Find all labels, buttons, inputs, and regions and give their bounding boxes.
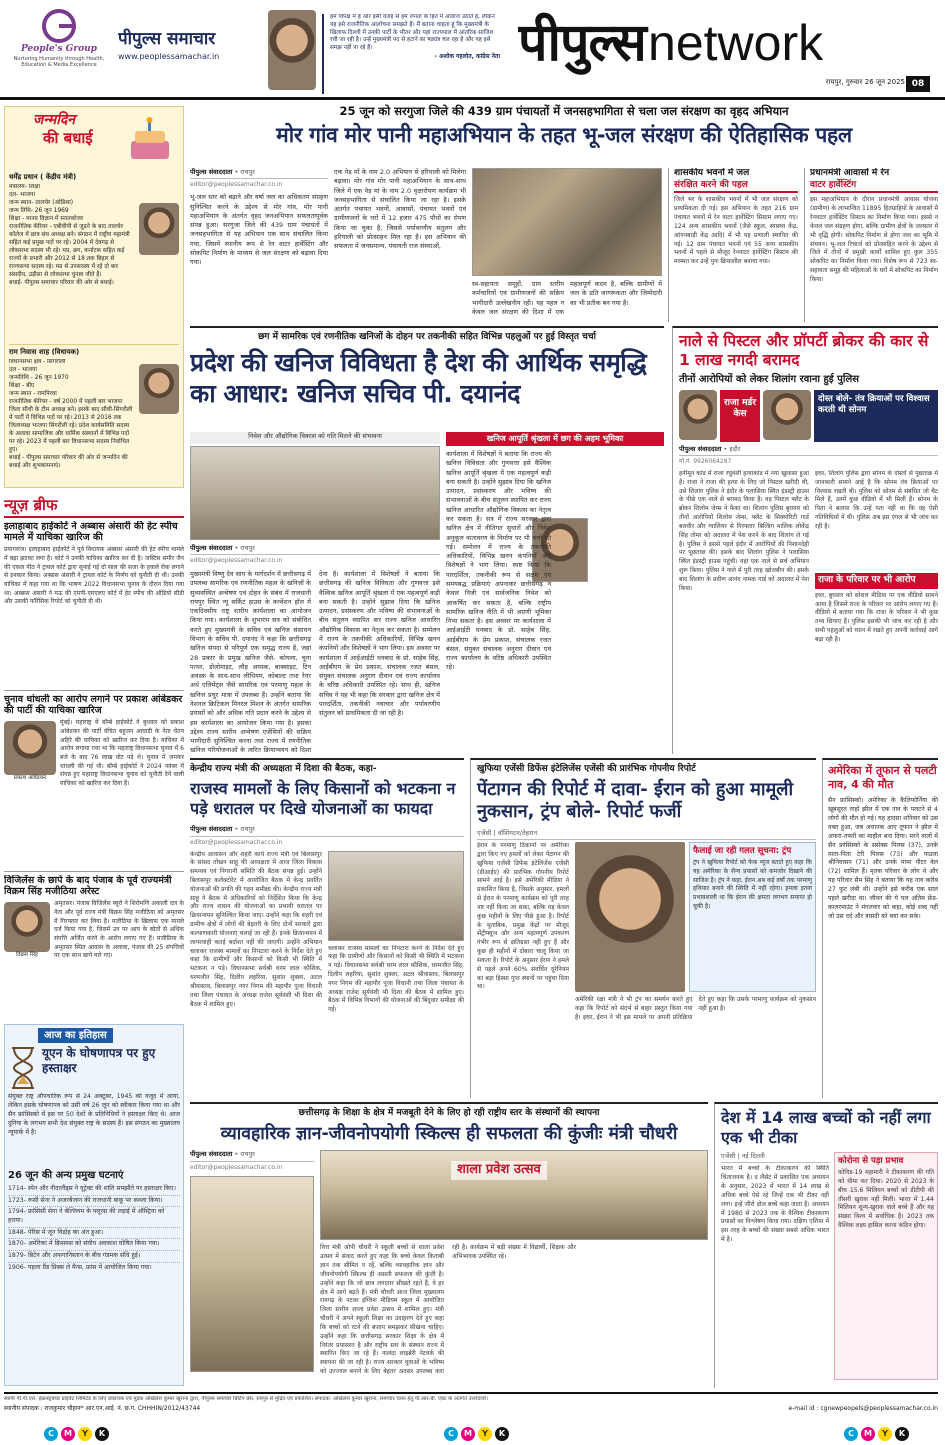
- iran-quote-box: [689, 842, 816, 992]
- person1-name: धर्मेंद्र प्रधान ( केंद्रीय मंत्री): [9, 173, 77, 181]
- byline-place: रायपुर: [240, 544, 255, 552]
- news-photo-caption: प्रकाश आंबेडकर: [13, 775, 47, 782]
- page-number: 08: [906, 76, 930, 92]
- cmyk-dot: Y: [478, 1427, 492, 1441]
- khanij-text-cont: कार्यशाला में विशेषज्ञों ने बताया कि राज्य की खनिज विविधता और गुणवत्ता इसे वैश्विक खनिज आपूर्ति श्रृंखला में एक महत्वपूर्ण कड़ी बना सकती है। उन्होंने सुझाव दिया कि खनिज उत्पादन, प्रसंस्करण और भविष्य की संभावनाओं के बीच संतुलन स्थापित कर राज्य खनिज आधारित औद्योगिक विकास का नेतृत्व कर सकता है। सत्र में राज्य सरकार द्वारा खनिज क्षेत्र में नीतिगत सुधारों और निवेश अनुकूल वातावरण के निर्माण पर भी चर्चा की गई। सम्मेलन में राज्य के तकनीकी अधिकारियों, विभिन्न खनन कंपनियों और विशेषज्ञों ने भाग लिया। स्पष्ट किया कि पारदर्शिता, तकनीकी रूप से सक्षम एवं समयबद्ध प्रक्रियाएं अपनाकर छत्तीसगढ़ न केवल निजी एवं सार्वजनिक निवेश को आकर्षित कर सकता है, बल्कि राष्ट्रीय सामरिक खनिज नीति में भी अग्रणी भूमिका निभा सकता है। इस अवसर पर कार्यशाला में आईआईटी धनबाद के प्रो. साहेब सिंह, आईबीएम के प्रेम प्रकाश, संचालक रजत बंसल, संयुक्त संचालक अनुराग दीवान एवं राज्य कार्यालय के वरिष्ठ अधिकारी उपस्थित रहे।: [446, 450, 551, 672]
- tika-text: भारत में बच्चों के टीकाकरण की स्थिति चिंताजनक है। द लैंसेट में प्रकाशित एक अध्ययन के अनुसार, 2023 में भारत में 14 लाख से अधिक बच्चे ऐसे रहे जिन्हें एक भी टीका नहीं लगा। इन्हें जीरो डोज बच्चे कहा जाता है। अध्ययन में 1980 से 2023 तक के वैश्विक टीकाकरण प्रयासों का विश्लेषण किया गया। दक्षिण एशिया में इस तरह के बच्चों की संख्या सबसे अधिक भारत में है।: [721, 1165, 829, 1244]
- iran-text: ईरान के परमाणु ठिकानों पर अमेरिका द्वारा किए गए हमलों को लेकर पेंटागन की खुफिया एजेंसी डिफेंस इंटेलिजेंस एजेंसी (डीआईए) की प्रारंभिक गोपनीय रिपोर्ट सामने आई है। इसे अमेरिकी मीडिया ने प्रकाशित किया है, जिसके अनुसार, हमलों से ईरान के परमाणु कार्यक्रम को पूरी तरह नष्ट नहीं किया जा सका, बल्कि यह केवल कुछ महीनों के लिए पीछे हुआ है। रिपोर्ट के मुताबिक, प्रमुख केंद्रों पर मौजूद सेंट्रीफ्यूज और अन्य महत्वपूर्ण उपकरण गंभीर रूप से क्षतिग्रस्त नहीं हुए हैं और कुछ ही महीनों में दोबारा चालू किया जा सकता है। रिपोर्ट के अनुसार ईरान ने हमले से पहले अपने 60% संवर्धित यूरेनियम का बड़ा हिस्सा गुप्त स्थानों पर पहुंचा दिया था।: [477, 842, 569, 991]
- birthday-header-top: जन्मदिन: [33, 112, 76, 128]
- lead-headline[interactable]: मोर गांव मोर पानी महाअभियान के तहत भू-जल संरक्षण की ऐतिहासिक पहल: [276, 122, 852, 147]
- person2-photo: [139, 364, 179, 414]
- sidebar-awas-text: इस महाअभियान के दौरान प्रधानमंत्री आवास योजना (ग्रामीण) के लाभान्वित 11895 हितग्राहियों के आवासों में रेनवाटर हार्वेस्टिंग सिस्टम का निर्माण किया गया। इससे न केवल जल संग्रहण होगा, बल्कि ग्रामीण क्षेत्रों के जलस्तर में भी वृद्धि होगी। सोकपिट निर्माण से होगा जल का भूमि में संचयन। भू-जल रिचार्ज को प्रोत्साहित करने के उद्देश्य से जिले में तीनों में प्रमुखी कार्यों शामिल हुए कुल 355 सोकपिट का निर्माण किया गया। विशेष रूप से 723 स्व-सहायता समूह की महिलाओं के घरों में सोकपिट का निर्माण किया।: [810, 196, 938, 283]
- masthead: [0, 0, 945, 100]
- person1-text: मंत्रालय- शिक्षा दल- भाजपा जन्म स्थान- तालचेर (ओडिशा) जन्म तिथि- 26 जून 1969 शिक्षा - मानव विज्ञान में स्नातकोत्तर राजनीतिक कॅरियर - एबीवीपी से जुड़ने के बाद तालचेर कॉलेज में छात्र संघ अध्यक्ष बने। संगठन में राष्ट्रीय महामंत्री सहित कई प्रमुख पदों पर रहे। 2004 में देवगढ़ से लोकसभा सदस्य भी रहे। मप्र, छग, कर्नाटक सहित कई राज्यों के प्रभारी और 2012 से 18 तक बिहार से राज्यसभा सदस्य रहे। मप्र से उपसदस्य में रहे दो बार संसदीय, उड़ीसा से लोकसभा चुनाव जीते हैं। बधाई- पीपुल्स समाचार परिवार की ओर से बधाई।: [9, 184, 130, 286]
- byline-place: रायपुर: [240, 1150, 255, 1159]
- america-text: सैन फ्रांसिस्को। अमेरिका के कैलिफोर्निया की खूबसूरत ताहो झील में एक नाव के पलटने से 4 लोगों की मौत हो गई। यह हादसा शनिवार को उस वक्त हुआ, जब अचानक आए तूफान ने झील में अफरा-तफरी का माहौल बना दिया। मरने वालों में सैन फ्रांसिस्को के ससेक्स पिलस (37), उनके माता-पिता टेरी पिलस (73) और पाउला श्रीनिवासन (71) और उनके मामा पीटर बेल (72) शामिल हैं। मृतक परिवार के लोग थे और यह परिवार सैम सिंह ने बताया कि यह नाव करीब 27 फुट लंबी थी। उन्होंने इसे करीब एक साल पहले खरीदा था। जीवन की ये पल अंतिम फ्रेंड-कालरमाउंट ने मंगलवार को कहा, कोई शब्द नहीं जो उस दर्द और त्रासदी को बयां कर सके।: [828, 796, 938, 921]
- sidebar-water-text: जिले भर के शासकीय भवनों में भी जल संरक्षण को प्राथमिकता दी गई। इस अभियान के तहत 216 ग्राम पंचायत भवनों में रेन वाटर हार्वेस्टिंग सिस्टम लगाए गए। 124 अन्य शासकीय भवनों (जैसे स्कूल, स्वास्थ्य केंद्र, आंगनबाड़ी केंद्र आदि) में भी यह प्रणाली स्थापित की गई। 12 ग्राम पंचायत भवनों एवं 55 अन्य शासकीय भवनों में पहले से मौजूद रेनवाटर हार्वेस्टिंग सिस्टम की मरम्मत कर उन्हें पुनः क्रियाशील बनाया गया।: [674, 196, 798, 266]
- cmyk-dot: Y: [878, 1427, 892, 1441]
- cmyk-dot: K: [895, 1427, 909, 1441]
- news-item: [4, 521, 184, 691]
- group-tagline: Nurturing Humanity through Health, Education & Media Excellence: [13, 55, 105, 69]
- sidebar-awas-title2: वाटर हार्वेस्टिंग: [810, 180, 938, 194]
- aaj-ka-itihas: [4, 1024, 184, 1386]
- paper-name: [118, 28, 268, 68]
- byline-name: पीपुल्स संवाददाता: [190, 825, 233, 834]
- iran-photo-trump: [575, 842, 685, 992]
- lead-photo-water-tank: [472, 168, 662, 276]
- rajaswa-text: केन्द्रीय आवासन और शहरी कार्य राज्य मंत्री एवं बिलासपुर के सांसद तोखन साहू की अध्यक्षता में आज जिला विकास समन्वय एवं निगरानी समिति की बैठक संपन्न हुई। उन्होंने बिलासपुर कलेक्टोरेट में आयोजित बैठक में केन्द्र प्रवर्तित योजनाओं की प्रगति की गहन समीक्षा की। केन्द्रीय राज्य मंत्री साहू ने बैठक में अधिकारियों को निर्देशित किया कि केन्द्र और राज्य शासन की योजनाओं का प्रभावी धरातल पर क्रियान्वयन सुनिश्चित किया जाए। उन्होंने कहा कि शहरी एवं ग्रामीण क्षेत्रों में लोगों की बेहतरी के लिए दोनों सरकारें द्वारा कल्याणकारी योजनाएं चलाई जा रही हैं। इनके क्रियान्वयन में लापरवाही कतई बर्दाश्त नहीं की जाएगी। उन्होंने अभियान चलाकर राजस्व मामलों का निपटारा करने के निर्देश देते हुए कहा कि ग्रामीणों और किसानों को किसी भी स्थिति में भटकना न पड़े। विधानसभा सर्वश्री धरम लाल कौशिक, धरमजीत सिंह, दिलीप लहरिया, सुशांत शुक्ला, अटल श्रीवास्तव, बिलासपुर नगर निगम की महापौर पूजा विधानी तथा जिला पंचायत के अध्यक्ष राजेश सूर्यवंशी भी दिशा की बैठक में शामिल हुए।: [190, 850, 322, 1008]
- footer-imprint: स्वामी पी.पी.एल. इंफ्रास्ट्रक्चर प्राइवेट लिमिटेड के लिए प्रकाशक एवं मुद्रक अखिलेश कुमार खुराना द्वारा, पीपुल्स समाचार प्रिंटिंग प्रेस, रायपुर से मुद्रित एवं प्रकाशित। संपादक: अखिलेश कुमार खुराना, समाचार चयन हेतु पी.आर.बी. एक्ट के अंतर्गत उत्तरदायी।: [4, 1396, 489, 1402]
- iran-story: [470, 758, 816, 1098]
- cmyk-dot: C: [44, 1427, 58, 1441]
- byline-name: पीपुल्स संवाददाता: [190, 1150, 233, 1159]
- lead-col3: स्व-सहायता समूहों, ग्राम स्तरीय कर्मचारियों एवं ग्रामीणजनों की सक्रिय भागीदारी उल्लेखनीय रही। यह पहल न केवल जल संरक्षण की दिशा में एक महत्वपूर्ण कदम है, बल्कि ग्रामीणों में जल के प्रति जागरूकता और जिम्मेदारी का भी प्रतीक बन गया है।: [472, 280, 662, 316]
- lead-kicker: 25 जून को सरगुजा जिले की 439 ग्राम पंचायतों में जनसहभागिता से चला जल संरक्षण का वृहद अभियान: [339, 104, 789, 118]
- raja-byline: पीपुल्स संवाददाता • इंदौर: [679, 445, 938, 456]
- raja-text3: इधर, बुधवार को सोशल मीडिया पर एक वीडियो सामने आया है जिसमें राजा के परिवार पर आरोप लगाए गए हैं। वीडियो में बताया गया कि राजा के परिवार ने भी कुछ तथ्य छिपाए हैं। पुलिस इसकी भी जांच कर रही है और सभी पहलुओं को ध्यान में रखते हुए अपनी कार्रवाई आगे बढ़ा रही है।: [815, 591, 938, 643]
- news-item: [4, 694, 184, 872]
- cmyk-dot: M: [61, 1427, 75, 1441]
- tika-box: [834, 1152, 938, 1380]
- shiksha-story: [190, 1102, 708, 1388]
- section-title-en: network: [648, 15, 824, 71]
- news-photo-majithia: [4, 902, 50, 952]
- itihas-event: 1870- अमेरिका में क्रिसमस को संघीय अवकाश घोषित किया गया।: [8, 1239, 180, 1251]
- byline-place: रायपुर: [240, 168, 255, 176]
- cmyk-dot: Y: [78, 1427, 92, 1441]
- cmyk-dot: C: [444, 1427, 458, 1441]
- khanij-byline: पीपुल्स संवाददाता • रायपुर: [190, 544, 440, 555]
- shiksha-headline[interactable]: व्यावहारिक ज्ञान-जीवनोपयोगी स्किल्स ही सफलता की कुंजीः मंत्री चौधरी: [220, 1123, 678, 1144]
- cmyk-dot: M: [861, 1427, 875, 1441]
- sidebar-awas: [804, 168, 938, 322]
- quote-author: - अशोक गहलोत, कांग्रेस नेता: [434, 53, 500, 61]
- section-title: [518, 10, 938, 80]
- byline-place: इंदौर: [729, 444, 741, 453]
- news-item-text: प्रयागराज। इलाहाबाद हाईकोर्ट ने पूर्व विधायक अब्बास अंसारी की हेट स्पीच मामले में बढ़ा झटका लगा है। कोर्ट ने उनकी याचिका खारिज कर दी है। जस्टिस समीर जैन की एकल पीठ ने ट्रायल कोर्ट द्वारा सुनाई गई दो साल की सजा के हवाले रोक लगाने से इनकार किया। अब्बास अंसारी ने ट्रायल कोर्ट के निर्णय को चुनौती दी थी। उनकी याचिका में कहा गया था कि भाषण 2022 विधानसभा चुनाव के दौरान दिया गया था। अब्बास अंसारी ने मऊ की एमपी-एमएलए कोर्ट में हेट स्पीच की ऑडियो सीडी और उसकी फॉरेंसिक रिपोर्ट को चुनौती दी थी।: [4, 546, 184, 606]
- iran-quote-text: ट्रंप ने खुफिया रिपोर्ट को फेक न्यूज बताते हुए कहा कि यह अमेरिका के सैन्य प्रयासों को कमजोर दिखाने की साजिश है। ट्रंप ने कहा, ईरान अब कई वर्षों तक परमाणु हथियार बनाने की स्थिति में नहीं रहेगा। हमला इतना प्रभावशाली था कि ईरान की क्षमता लगभग समाप्त हो चुकी है।: [693, 859, 812, 910]
- iran-byline: एजेंसी | वॉशिंगटन/तेहरान: [477, 829, 816, 840]
- raja-badge: राजा मर्डर केस: [720, 390, 760, 442]
- footer-reg: स्थानीय संपादक : राजकुमार चौहान* आर.एन.आई. नं. छ.ग. CHHHIN/2012/43744: [4, 1404, 201, 1412]
- itihas-event: 1879- ब्रिटेन और अफगानिस्तान के बीच गंडमक संधि हुई।: [8, 1251, 180, 1263]
- person2-name: राम निवास शाह (विधायक): [9, 348, 80, 357]
- tika-box-text: कोविड-19 महामारी ने टीकाकरण की गति को धीमा कर दिया। 2020 से 2023 के बीच 15.6 मिलियन बच्चों को डीटीपी की तीसरी खुराक नहीं मिली। भारत में 1.44 मिलियन शून्य-खुराक वाले बच्चे हैं और यह संख्या विश्व में सर्वाधिक है। 2023 तक वैश्विक लक्ष्य हासिल करना कठिन होगा।: [838, 1169, 934, 1230]
- news-item-headline[interactable]: विजिलेंस के छापे के बाद पंजाब के पूर्व राज्यमंत्री विक्रम सिंह मजीठिया अरेस्ट: [4, 874, 172, 898]
- iran-quote-title: फैलाई जा रही गलत सूचना: ट्रंप: [693, 846, 792, 857]
- rajaswa-byline: पीपुल्स संवाददाता • रायपुर: [190, 825, 464, 836]
- news-item-text: मुंबई। महाराष्ट्र में बॉम्बे हाईकोर्ट ने बुधवार को प्रकाश आंबेडकर की पार्टी वंचित बहुजन आघाडी के नेता चेतन अहिरे की याचिका को खारिज कर दिया है। याचिका में आरोप लगाया गया था कि महाराष्ट्र विधानसभा चुनाव में 6 बजे के बाद 76 लाख वोट पड़े थे। चुनाव में जमकर धांधली की गई थी। बॉम्बे हाईकोर्ट ने 2024 नवंबर में संपन्न हुए महाराष्ट्र विधानसभा चुनाव को चुनौती देने वाली याचिका को खारिज कर दिया है।: [60, 719, 184, 788]
- rajaswa-text-cont: चलाकर राजस्व मामलों का निपटारा करने के निर्देश देते हुए कहा कि ग्रामीणों और किसानों को किसी भी स्थिति में भटकना न पड़े। विधानसभा सर्वश्री धरम लाल कौशिक, धरमजीत सिंह, दिलीप लहरिया, सुशांत शुक्ला, अटल श्रीवास्तव, बिलासपुर नगर निगम की महापौर पूजा विधानी तथा जिला पंचायत के अध्यक्ष राजेश सूर्यवंशी भी दिशा की बैठक में शामिल हुए। बैठक में विभिन्न विभागों की योजनाओं की बिंदुवार समीक्षा की गई।: [328, 944, 464, 1014]
- america-headline[interactable]: अमेरिका में तूफान से पलटी नाव, 4 की मौत: [828, 764, 937, 792]
- itihas-event: 1794- फ्रांसिसी सेना ने बेल्जियम के फ्लूरस की लड़ाई में ऑस्ट्रिया को हराया।: [8, 1207, 180, 1227]
- khanij-email[interactable]: editor@peoplessamachar.co.in: [190, 557, 283, 565]
- byline-name: पीपुल्स संवाददाता: [190, 168, 233, 176]
- raja-photo-raja: [763, 390, 811, 440]
- person2-text: विधानसभा क्षेत्र - सिंगरौली दल - भाजपा जन्मतिथि - 26 जून 1970 शिक्षा - बीए जन्म स्थान - रामपिरवा राजनीतिक कॅरियर - वर्ष 2000 में पहली बार भाजपा जिला सीधी के टीम अध्यक्ष बने। इसके बाद सीधी-सिंगरौली में पार्टी में विभिन्न पदों पर रहे। 2013 से 2016 तक जिलाध्यक्ष भाजपा सिंगरौली रहे। प्रदेश कार्यसमिति सदस्य के अलावा सामाजिक और धार्मिक संस्थानों में विभिन्न पदों पर रहे। 2023 में पहली बार विधानसभा सदस्य निर्वाचित हुए। बधाई - पीपुल्स समाचार परिवार की ओर से जन्मदिन की बधाई और शुभकामनाएं।: [9, 359, 133, 469]
- rajaswa-kicker: केन्द्रीय राज्य मंत्री की अध्यक्षता में दिशा की बैठक, कहा-: [190, 764, 377, 774]
- sidebar-water-title1: शासकीय भवनों में जल: [674, 168, 750, 178]
- raja-photo-sonam: [679, 390, 717, 440]
- iran-text2: अमेरिकी रक्षा मंत्री ने भी ट्रंप का समर्थन करते हुए कहा कि रिपोर्ट को संदर्भ से बाहर प्रस्तुत किया गया है। इधर, ईरान ने भी इस मामले पर अपनी प्रतिक्रिया देते हुए कहा कि उसके परमाणु कार्यक्रम को नुकसान नहीं हुआ है।: [575, 996, 816, 1021]
- khanij-story: [190, 326, 664, 754]
- shiksha-email[interactable]: editor@peoplessamachar.co.in: [190, 1163, 283, 1171]
- tika-headline[interactable]: देश में 14 लाख बच्चों को नहीं लगा एक भी टीका: [721, 1108, 931, 1147]
- shiksha-kicker: छत्तीसगढ़ के शिक्षा के क्षेत्र में मजबूती देने के लिए हो रही राष्ट्रीय स्तर के संस्थानों की स्थापना: [298, 1108, 600, 1118]
- raja-headline[interactable]: नाले से पिस्टल और प्रॉपर्टी ब्रोकर की कार से 1 लाख नगदी बरामद: [679, 332, 929, 370]
- shiksha-photo-event: [320, 1150, 708, 1240]
- sidebar-water-title2: संरक्षित करने की पहल: [674, 180, 798, 194]
- cmyk-marks-right: [844, 1427, 909, 1441]
- news-item-headline[interactable]: चुनाव धांधली का आरोप लगाने पर प्रकाश आंबेडकर की पार्टी की याचिका खारिज: [4, 693, 183, 717]
- footer: [4, 1392, 938, 1424]
- cmyk-strip-bottom: [4, 1426, 938, 1444]
- khanij-headline[interactable]: प्रदेश की खनिज विविधता है देश की आर्थिक समृद्धि का आधार: खनिज सचिव पी. दयानंद: [190, 347, 647, 408]
- cake-icon: [125, 115, 175, 165]
- rajaswa-headline[interactable]: राजस्व मामलों के लिए किसानों को भटकना न पड़े धरातल पर दिखे योजनाओं का फायदा: [190, 778, 456, 819]
- itihas-event: 1723- रूसी सेना ने अजरबैजान की राजधानी बाकू पर कब्जा किया।: [8, 1196, 180, 1208]
- itihas-text: संयुक्त राष्ट्र औपचारिक रूप से 24 अक्टूबर, 1945 को वजूद में आया, लेकिन इसके घोषणापत्र को उसी वर्ष 26 जून को स्वीकार किया गया था और सैन फ्रांसिस्को में इस पर 50 देशों के प्रतिनिधियों ने हस्ताक्षर किए थे। आज दुनिया के लगभग सभी देश संयुक्त राष्ट्र के सदस्य हैं। इस संगठन का मुख्यालय न्यूयार्क में है।: [8, 1093, 180, 1136]
- shiksha-photo-students: [190, 1176, 314, 1372]
- khanij-photo-meeting: [190, 446, 440, 540]
- sidebar-awas-title1: प्रधानमंत्री आवासों में रेन: [810, 168, 890, 178]
- tika-story: [714, 1102, 938, 1388]
- paper-name-text: पीपुल्स समाचार: [118, 29, 216, 49]
- itihas-header: आज का इतिहास: [38, 1028, 113, 1043]
- raja-story: [672, 326, 938, 754]
- raja-phone: मो.नं. 9926064287: [679, 458, 732, 466]
- rajaswa-story: [190, 758, 464, 1098]
- peoples-group-logo: [4, 8, 114, 96]
- byline-name: पीपुल्स संवाददाता: [190, 544, 233, 552]
- itihas-events: [8, 1184, 180, 1273]
- lead-email[interactable]: editor@peoplessamachar.co.in: [190, 181, 283, 189]
- news-brief-title: न्यूज़ ब्रीफ: [4, 496, 184, 518]
- birthday-header-bottom: की बधाई: [43, 129, 93, 148]
- news-brief: [4, 496, 184, 1016]
- raja-box-title: दोस्त बोले- तंत्र क्रियाओं पर विश्वास करती थी सोनम: [814, 390, 938, 442]
- group-name: People's Group: [21, 44, 97, 54]
- news-photo-ambedkar: [4, 721, 56, 775]
- quote-box: [322, 14, 500, 94]
- raja-box2-title: राजा के परिवार पर भी आरोप: [815, 573, 938, 589]
- group-logo-icon: [39, 8, 79, 44]
- rajaswa-email[interactable]: editor@peoplessamachar.co.in: [190, 838, 283, 846]
- news-item-headline[interactable]: इलाहाबाद हाईकोर्ट ने अब्बास अंसारी की हेट स्पीच मामले में याचिका खारिज की: [4, 520, 178, 544]
- america-story: [822, 758, 938, 1098]
- khanij-text: मुख्यमंत्री विष्णु देव साय के मार्गदर्शन में छत्तीसगढ़ में उपलब्ध सामरिक एवं रणनीतिक महत्व के खनिजों के सुव्यवस्थित अन्वेषण एवं दोहन के संबंध में राजधानी रायपुर स्थित न्यू सर्किट हाउस के कन्वेंशन हॉल में एकदिवसीय राष्ट्र स्तरीय कार्यशाला का आयोजन किया गया। कार्यशाला के शुभारंभ सत्र को संबोधित करते हुए मुख्यमंत्री के सचिव एवं खनिज संसाधन विभाग के सचिव पी. दयानंद ने कहा कि छत्तीसगढ़ खनिज संपदा से परिपूर्ण एक समृद्ध राज्य है, जहां 28 प्रकार के प्रमुख खनिज जैसे- कोयला, चूना पत्थर, डोलोमाइट, लौह अयस्क, बाक्साइट, टिन अयस्क के साथ-साथ लीथियम, कोबाल्ट तथा रेयर अर्थ एलिमेंट्स जैसे सामरिक एवं परमाणु महत्व के खनिज प्रचुर मात्रा में उपलब्ध हैं। उन्होंने बताया कि नेशनल क्रिटिकल मिनरल मिशन के अंतर्गत सामरिक प्रयासों को और अधिक गति प्रदान करने के उद्देश्य से इस कार्यशाला का आयोजन किया गया है। इसका उद्देश्य राज्य स्तरीय अन्वेषण एजेंसियों की सक्रिय भागीदारी सुनिश्चित करना तथा राज्य में रणनीतिक खनिज परियोजनाओं के त्वरित क्रियान्वयन को दिशा देना है। कार्यशाला में विशेषज्ञों ने बताया कि छत्तीसगढ़ की खनिज विविधता और गुणवत्ता इसे वैश्विक खनिज आपूर्ति श्रृंखला में एक महत्वपूर्ण कड़ी बना सकती है। उन्होंने सुझाव दिया कि खनिज उत्पादन, प्रसंस्करण और भविष्य की संभावनाओं के बीच संतुलन स्थापित कर राज्य खनिज आधारित औद्योगिक विकास का नेतृत्व कर सकता है। सम्मेलन में राज्य के तकनीकी अधिकारियों, विभिन्न खनन कंपनियों और विशेषज्ञों ने भाग लिया। इस अवसर पर कार्यशाला में आईआईटी धनबाद के प्रो. साहेब सिंह, आईबीएम के प्रेम प्रकाश, संचालक रजत बंसल, संयुक्त संचालक अनुराग दीवान एवं राज्य कार्यालय के वरिष्ठ अधिकारी उपस्थित रहे। साथ ही, खनिज सचिव ने यह भी कहा कि सरकार द्वारा खनिज क्षेत्र में पारदर्शिता, तकनीकी नवाचार और पर्यावरणीय संतुलन को प्राथमिकता दी जा रही है।: [190, 570, 440, 754]
- footer-email[interactable]: e-mail id : cgnewpeopels@peoplessamachar.co.in: [788, 1404, 938, 1412]
- iran-kicker: खुफिया एजेंसी डिफेंस इंटेलिजेंस एजेंसी की प्रारंभिक गोपनीय रिपोर्ट: [477, 764, 696, 774]
- hourglass-icon: [8, 1046, 38, 1090]
- lead-col1: भू-जल स्तर को बढ़ाने और वर्षा जल का अधिकतम संग्रहण सुनिश्चित करने के उद्देश्य से मोर गांव, मोर पानी महाअभियान के अंतर्गत वृहद जनअभियान सफलतापूर्वक संपन्न हुआ। सरगुजा जिले की 439 ग्राम पंचायतों में जनसहभागिता से यह अभियान एक साथ संचालित किया गया, जिसमें स्थानीय रूप से रेन वाटर हार्वेस्टिंग और सोकपिट निर्माण के माध्यम से जल संरक्षण को बढ़ावा दिया गया।: [190, 193, 328, 267]
- rajaswa-photo-meeting: [328, 851, 464, 941]
- cmyk-dot: K: [95, 1427, 109, 1441]
- lead-byline: पीपुल्स संवाददाता • रायपुर: [190, 168, 328, 179]
- news-photo-caption: विक्रम सिंह: [16, 952, 38, 959]
- shiksha-text: वित्त मंत्री ओपी चौधरी ने स्कूली बच्चों से शाला प्रवेश उत्सव में संवाद करते हुए कहा कि बच्चे केवल किताबी ज्ञान तक सीमित न रहें, बल्कि व्यावहारिक ज्ञान और जीवनोपयोगी स्किल्स ही असली सफलता की कुंजी है। उन्होंने कहा कि जो छात्र लगातार सीखते रहते हैं, वे हर क्षेत्र में आगे बढ़ते हैं। मंत्री चौधरी आज जिला मुख्यालय रायगढ़ के नटवर इंग्लिश मीडियम स्कूल में आयोजित जिला स्तरीय शाला प्रवेश उत्सव में शामिल हुए। मंत्री चौधरी ने अपने स्कूली शिक्षा का उदाहरण देते हुए कहा कि बच्चों को रटने की बजाय समझकर सीखना चाहिए। उन्होंने कहा कि छत्तीसगढ़ सरकार शिक्षा के क्षेत्र में निरंतर प्रयासरत है और राष्ट्रीय स्तर के संस्थान राज्य में स्थापित किए जा रहे हैं। नालंदा लाइब्रेरी नेटवर्क की स्थापना की जा रही है। राज्य सरकार युवाओं के भविष्य को उज्ज्वल बनाने के लिए बेहतर अवसर उपलब्ध करा रही है। कार्यक्रम में बड़ी संख्या में विद्यार्थी, शिक्षक और अभिभावक उपस्थित रहे।: [320, 1244, 576, 1376]
- news-item: [4, 875, 184, 1017]
- lead-story: [190, 104, 938, 322]
- cmyk-marks-center: [444, 1427, 509, 1441]
- cmyk-marks-left: [44, 1427, 109, 1441]
- shiksha-byline: पीपुल्स संवाददाता • रायपुर: [190, 1150, 314, 1161]
- website[interactable]: www.peoplessamachar.in: [118, 52, 220, 62]
- itihas-event: 1906- पहला ग्रैंड प्रिक्स ले मैन्स, फ्रांस में आयोजित किया गया।: [8, 1263, 152, 1271]
- itihas-title: यूएन के घोषणापत्र पर हुए हस्ताक्षर: [42, 1046, 156, 1075]
- sidebar-water: [668, 168, 798, 322]
- raja-text: हनीमून कांड में राजा रघुवंशी हत्याकांड में नया खुलासा हुआ है। राजा ने राजा की हत्या के लिए जो पिस्टल खरीदी थी, उसे शिलांग पुलिस ने इंदौर के पलासिया स्थित इंडस्ट्री हाउस के पीछे एक नाले से बरामद किया है। वह पिस्टल फ्लैट के ब्रोकर शिलोम जेम्स ने फेंका था। शिलांग पुलिस बुधवार को तीनों आरोपियों शिलोम जेम्स, फ्लैट के सिक्योरिटी गार्ड बलवीर और ग्वालियर से गिरफ्तार बिल्डिंग मालिक लोकेंद्र सिंह तोमर को अदालत में पेश करने के बाद शिलांग ले गई है। पुलिस ने इससे पहले इंदौर में आरोपियों की निशानदेही पर पूछताछ की। इसके बाद शिलांग पुलिस ने पलासिया स्थित इंडस्ट्री हाउस पहुंची। वहां एक नाले से सर्च अभियान शुरू किया। पुलिस ने नाले में पूरी तरह खोजबीन की। इसके बाद शिलांग के प्रवीण आनंद नामक गार्ड को अदालत में पेश किया।: [679, 469, 809, 592]
- raja-text2: इधर, शिलांग पुलिस द्वारा सोनम के दोस्तों से पूछताछ में जानकारी सामने आई है कि सोनम तंत्र क्रियाओं पर विश्वास रखती थी। पुलिस को सोनम से संबंधित जो चैट मिले हैं, उनमें कुछ वीडियो में भी मिली हैं। सोनम के पिता ने बताया कि उन्हें पता नहीं था कि वह ऐसी गतिविधियों में थी। पुलिस अब इस एंगल से भी जांच कर रही है।: [815, 469, 938, 530]
- itihas-sub: 26 जून की अन्य प्रमुख घटनाएं: [8, 1170, 124, 1181]
- birthday-box: [4, 106, 184, 488]
- shiksha-photo-caption: शाला प्रवेश उत्सव: [451, 1161, 547, 1180]
- khanij-tag: खनिज आपूर्ति श्रृंखला में छग की अहम भूमिका: [446, 432, 664, 446]
- quote-text: हम विपक्ष में हैं और इसी वजह से हम जनता के हित में आवाज उठाते हैं, लेकिन यह इसे राजनीतिक आलोचना समझते हैं। मैं बताना चाहता हूं कि मुख्यमंत्री के खिलाफ दिल्ली में उनकी पार्टी के भीतर और यहां राज्यपाल में आंतरिक साजिश रची जा रही है। उन्हें मुख्यमंत्री पद से हटाने का षड्यंत्र चल रहा है और यह इसे समझ नहीं पा रहे हैं।: [330, 14, 495, 52]
- person1-photo: [139, 203, 179, 255]
- section-title-hi: पीपुल्स: [518, 13, 646, 73]
- news-item-text: अमृतसर। पंजाब विजिलेंस ब्यूरो ने शिरोमणि अकाली दल के नेता और पूर्व राज्य मंत्री बिक्रम सिंह मजीठिया को अमृतसर में गिरफ्तार कर लिया है। मजीठिया के खिलाफ एक मामले दर्ज किया गया है, जिसमें उन पर आय के स्रोतों से अधिक संपत्ति अर्जित करने के आरोप लगाए गए हैं। मजीठिया के अमृतसर स्थित आवास के अलावा, पंजाब की 25 संपत्तियों पर एक साथ छापे मारे गए।: [54, 900, 184, 960]
- dateline: रायपुर, गुरुवार 26 जून 2025: [825, 78, 905, 86]
- quote-author-photo: [268, 10, 316, 90]
- cmyk-dot: C: [844, 1427, 858, 1441]
- itihas-event: 1714- स्पेन और नीदरलैंड्स ने यूट्रेक्ट की शांति समझौते पर हस्ताक्षर किए।: [8, 1184, 180, 1196]
- cmyk-dot: M: [461, 1427, 475, 1441]
- cmyk-dot: K: [495, 1427, 509, 1441]
- itihas-event: 1848- पेरिस में जून विद्रोह का अंत हुआ।: [8, 1228, 180, 1240]
- tika-byline: एजेंसी | नई दिल्ली: [721, 1152, 829, 1163]
- byline-name: पीपुल्स संवाददाता: [679, 444, 722, 453]
- khanij-photo-caption: निवेश और औद्योगिक विकास को गति मिलने की संभावना: [190, 432, 440, 444]
- tika-box-title: कोरोना से पड़ा प्रभाव: [838, 1156, 904, 1166]
- lead-col2: एक पेड़ माँ के नाम 2.0 अभियान से हरियाली को मिलेगा बढ़ावा। मोर गांव मोर पानी महाअभियान के साथ-साथ जिले में एक पेड़ मां के नाम 2.0 वृक्षारोपण कार्यक्रम भी जनसहभागिता से संचालित किया जा रहा है। इसके अंतर्गत पंचायत भवनों, आवासों, पंचायत भवनों एवं ग्रामीणजनों के घरों में 12 हजार 475 पौधों का रोपण किया जा चुका है, जिससे पर्यावरणीय संतुलन और हरियाली को प्रोत्साहन मिल रहा है। इस अभियान की सफलता में जनसमान्य, पंचायती राज संस्थाओं,: [334, 168, 466, 251]
- raja-sub: तीनों आरोपियों को लेकर शिलांग रवाना हुई पुलिस: [679, 373, 859, 385]
- birthday-header: [9, 111, 179, 173]
- khanij-kicker: छग में सामरिक एवं रणनीतिक खनिजों के दोहन पर तकनीकी सहित विभिन्न पहलुओं पर हुई विस्तृत चर्चा: [258, 332, 596, 342]
- iran-headline[interactable]: पेंटागन की रिपोर्ट में दावा- ईरान को हुआ मामूली नुकसान, ट्रंप बोले- रिपोर्ट फर्जी: [477, 778, 794, 823]
- byline-place: रायपुर: [240, 825, 255, 834]
